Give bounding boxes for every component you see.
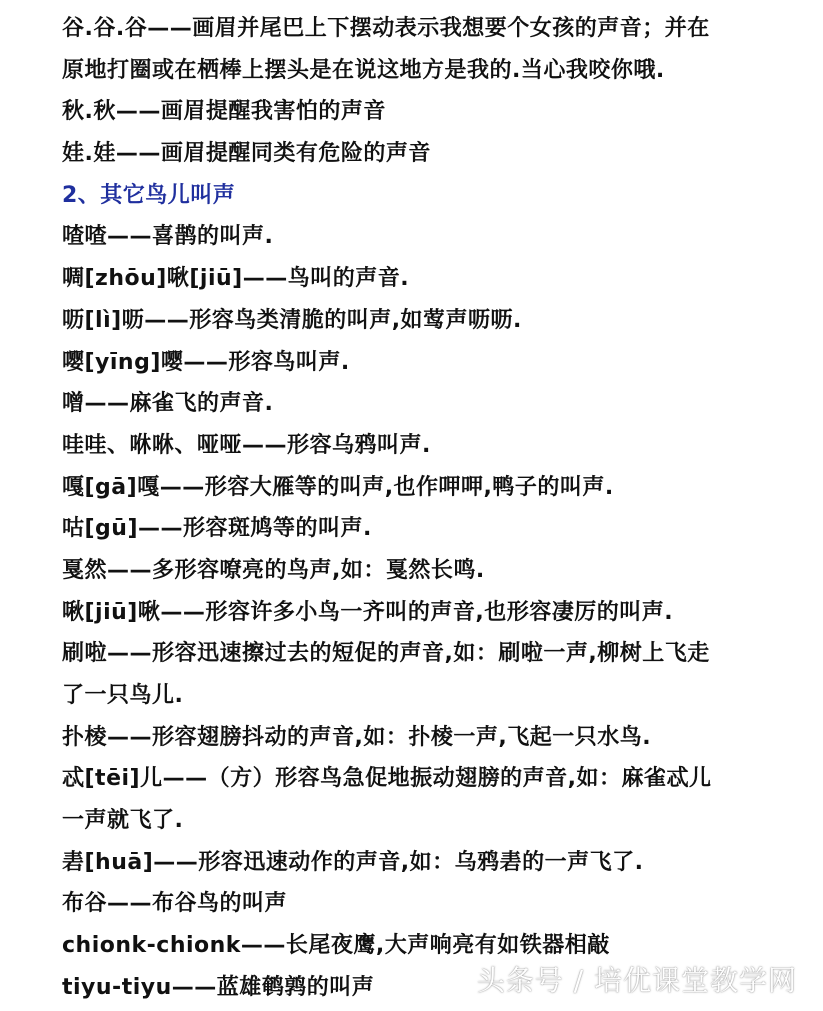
text-line: 啾[jiū]啾——形容许多小鸟一齐叫的声音,也形容凄厉的叫声. (62, 599, 674, 625)
text-line: 刷啦——形容迅速擦过去的短促的声音,如：刷啦一声,柳树上飞走 (62, 641, 710, 667)
section-heading: 2、其它鸟儿叫声 (62, 182, 236, 208)
text-line: 秋.秋——画眉提醒我害怕的声音 (62, 99, 386, 125)
text-line: 一声就飞了. (62, 808, 184, 834)
text-line: 咕[gū]——形容斑鸠等的叫声. (62, 516, 372, 542)
text-line: 原地打圈或在栖棒上摆头是在说这地方是我的.当心我咬你哦. (62, 57, 665, 83)
text-line: 啁[zhōu]啾[jiū]——鸟叫的声音. (62, 266, 410, 292)
text-line: 嘎[gā]嘎——形容大雁等的叫声,也作呷呷,鸭子的叫声. (62, 474, 614, 500)
text-line: 扑棱——形容翅膀抖动的声音,如：扑棱一声,飞起一只水鸟. (62, 724, 652, 750)
text-line: 忒[tēi]儿——（方）形容鸟急促地振动翅膀的声音,如：麻雀忒儿 (62, 766, 712, 792)
text-line: 哇哇、咻咻、哑哑——形容乌鸦叫声. (62, 432, 431, 458)
text-line: chionk-chionk——长尾夜鹰,大声响亮有如铁器相敲 (62, 933, 610, 959)
text-line: 娃.娃——画眉提醒同类有危险的声音 (62, 141, 431, 167)
text-line: 戛然——多形容嘹亮的鸟声,如：戛然长鸣. (62, 557, 485, 583)
text-line: 谷.谷.谷——画眉并尾巴上下摆动表示我想要个女孩的声音；并在 (62, 16, 710, 41)
text-line: 噌——麻雀飞的声音. (62, 391, 274, 417)
text-line: 布谷——布谷鸟的叫声 (62, 891, 288, 917)
text-line: 呖[lì]呖——形容鸟类清脆的叫声,如莺声呖呖. (62, 307, 522, 333)
text-line: 砉[huā]——形容迅速动作的声音,如：乌鸦砉的一声飞了. (62, 849, 644, 875)
watermark: 头条号 / 培优课堂教学网 (476, 964, 797, 997)
text-line: 嘤[yīng]嘤——形容鸟叫声. (62, 349, 350, 375)
text-line: 了一只鸟儿. (62, 683, 184, 708)
text-line: tiyu-tiyu——蓝雄鹌鹑的叫声 (62, 974, 375, 1000)
text-line: 喳喳——喜鹊的叫声. (62, 224, 274, 250)
